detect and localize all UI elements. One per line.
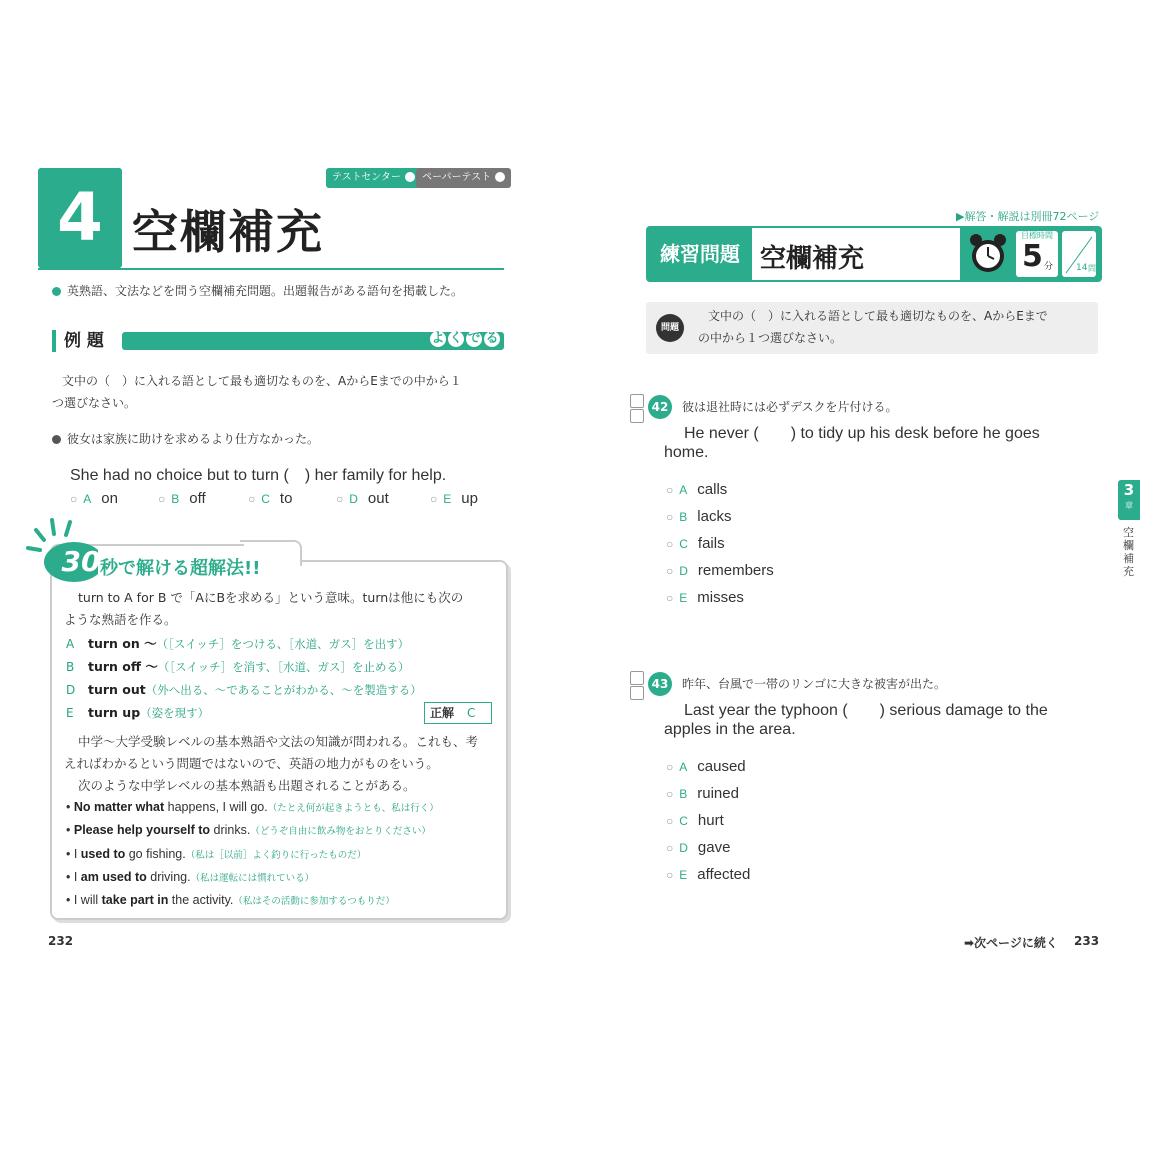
practice-header [646,226,1102,282]
option-c[interactable]: ○ C hurt [666,812,724,829]
chapter-underline [38,268,504,270]
question-en-1: Last year the typhoon ( ) serious damage to the [684,702,1048,719]
radio-icon: ○ [666,868,674,882]
option-b[interactable]: ○ B ruined [666,785,739,802]
circle-icon [405,172,415,182]
continue-next-page[interactable]: ➡次ページに続く [964,936,1058,950]
practice-label: 練習問題 [648,228,752,280]
radio-icon: ○ [666,760,674,774]
tip-example-4: • I am used to driving.（私は運転には慣れている） [66,870,315,884]
chapter-title: 空欄補充 [132,205,324,259]
question-jp: 彼は退社時には必ずデスクを片付ける。 [682,400,898,414]
check-box[interactable] [630,394,644,408]
radio-icon: ○ [158,492,166,506]
tip-item-a: A turn on ～（［スイッチ］をつける、［水道、ガス］を出す） [66,636,410,651]
radio-icon: ○ [666,814,674,828]
radio-icon: ○ [666,483,674,497]
example-question-jp: 彼女は家族に助けを求めるより仕方なかった。 [52,428,319,450]
tip-item-d: D turn out（外へ出る、～であることがわかる、～を製造する） [66,682,422,697]
radio-icon: ○ [430,492,438,506]
check-box[interactable] [630,671,644,685]
tip-example-1: • No matter what happens, I will go.（たとえ何が起きようとも、私は行く） [66,800,439,814]
radio-icon: ○ [666,841,674,855]
option-c[interactable]: ○ C fails [666,535,725,552]
question-number: 42 [648,395,672,419]
radio-icon: ○ [336,492,344,506]
example-instruction-1: 文中の（ ）に入れる語として最も適切なものを、AからEまでの中から１ [62,374,462,388]
radio-icon: ○ [666,787,674,801]
option-a[interactable]: ○ A on [70,490,118,507]
tip-example-3: • I used to go fishing.（私は［以前］よく釣りに行ったものだ） [66,847,367,861]
practice-instruction [646,302,1098,354]
tip-body-2: えればわかるという問題ではないので、英語の地力がものをいう。 [64,756,439,771]
radio-icon: ○ [666,564,674,578]
radio-icon: ○ [248,492,256,506]
tag-paper-test: ペーパーテスト [416,168,511,188]
radio-icon: ○ [666,591,674,605]
example-header [52,330,504,352]
tip-example-5: • I will take part in the activity.（私はその活動に参加するつもりだ） [66,893,395,907]
tip-item-b: B turn off ～（［スイッチ］を消す、［水道、ガス］を止める） [66,659,410,674]
tip-item-e: E turn up（姿を現す） [66,705,210,720]
answer-reference: ▶解答・解説は別冊72ページ [956,210,1100,223]
option-d[interactable]: ○ D out [336,490,389,507]
example-instruction-2: つ選びなさい。 [52,396,137,410]
tip-body-3: 次のような中学レベルの基本熟語も出題されることがある。 [78,778,416,793]
question-jp: 昨年、台風で一帯のリンゴに大きな被害が出た。 [682,677,947,691]
option-b[interactable]: ○ B lacks [666,508,732,525]
yokuderu-badge: よ く で る [431,331,499,346]
instruction-line-1: 文中の（ ）に入れる語として最も適切なものを、AからEまで [708,309,1048,323]
question-number: 43 [648,672,672,696]
example-question-en: She had no choice but to turn ( ) her family for help. [70,467,447,484]
radio-icon: ○ [70,492,78,506]
alarm-clock-icon [966,232,1010,276]
circle-icon [495,172,505,182]
bullet-icon [52,287,61,296]
tip-intro-2: ような熟語を作る。 [64,612,177,627]
side-chapter-badge: 3 章 [1118,480,1140,520]
option-e[interactable]: ○ E misses [666,589,744,606]
option-d[interactable]: ○ D remembers [666,562,774,579]
tip-intro-1: turn to A for B で「AにBを求める」という意味。turnは他にも次の [78,590,464,605]
option-a[interactable]: ○ A caused [666,758,746,775]
tip-body-1: 中学～大学受験レベルの基本熟語や文法の知識が問われる。これも、考 [78,734,479,749]
tip-title: 秒で解ける超解法!! [100,558,261,579]
tip-example-2: • Please help yourself to drinks.（どうぞ自由に飲み物をおとりください） [66,823,431,837]
lead-text: 英熟語、文法などを問う空欄補充問題。出題報告がある語句を掲載した。 [52,282,463,299]
tip-number: 30 [61,545,101,578]
count-box: 14 問 [1062,231,1096,277]
question-en-1: He never ( ) to tidy up his desk before he goes [684,425,1040,442]
side-title: 空欄補充 [1123,526,1134,578]
chapter-number: 4 [38,168,122,268]
answer-badge: 正解 C [424,702,492,724]
page-number-left: 232 [48,934,74,948]
example-label: 例 題 [52,330,132,352]
instruction-line-2: の中から１つ選びなさい。 [698,331,843,345]
tag-test-center: テストセンター [326,168,421,188]
option-a[interactable]: ○ A calls [666,481,728,498]
practice-title: 空欄補充 [760,244,865,274]
option-d[interactable]: ○ D gave [666,839,731,856]
check-box[interactable] [630,409,644,423]
bullet-icon [52,435,61,444]
radio-icon: ○ [666,510,674,524]
problem-badge: 問題 [656,314,684,342]
page-number-right: 233 [1074,934,1100,948]
option-b[interactable]: ○ B off [158,490,206,507]
chapter-side-tab [1118,480,1150,580]
option-c[interactable]: ○ C to [248,490,293,507]
check-box[interactable] [630,686,644,700]
question-en-2: home. [664,444,709,461]
radio-icon: ○ [666,537,674,551]
time-box: 目標時間 5 分 [1016,231,1058,277]
option-e[interactable]: ○ E up [430,490,478,507]
option-e[interactable]: ○ E affected [666,866,751,883]
question-en-2: apples in the area. [664,721,796,738]
timer-panel [960,228,1100,280]
